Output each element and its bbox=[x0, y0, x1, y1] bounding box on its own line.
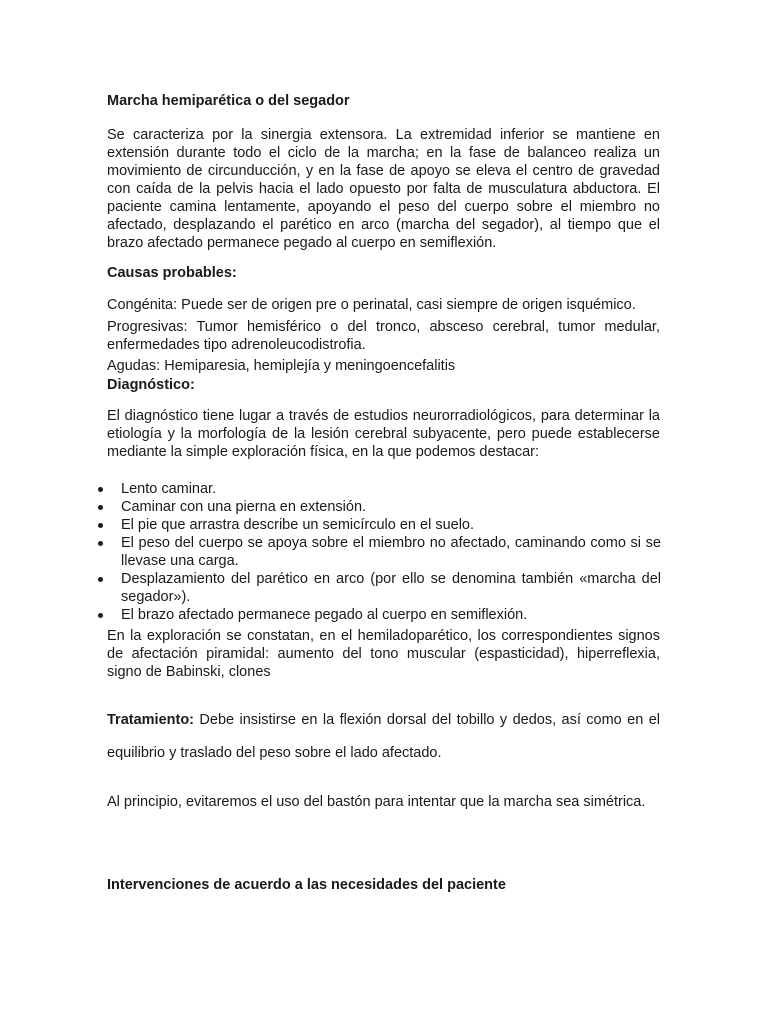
cause-progressive: Progresivas: Tumor hemisférico o del tronco, absceso cerebral, tumor medular, enfermedades tipo adrenoleucodistrofia. bbox=[107, 319, 660, 353]
list-item: Caminar con una pierna en extensión. bbox=[0, 498, 660, 516]
treatment-text: Debe insistirse en la flexión dorsal del tobillo y dedos, así como en el equilibrio y traslado del peso sobre el lado afectado. bbox=[107, 712, 660, 761]
bullet-icon bbox=[98, 505, 103, 510]
interventions-heading: Intervenciones de acuerdo a las necesidades del paciente bbox=[107, 877, 506, 893]
bullet-icon bbox=[98, 577, 103, 582]
cane-paragraph: Al principio, evitaremos el uso del bastón para intentar que la marcha sea simétrica. bbox=[107, 794, 646, 810]
list-item: Lento caminar. bbox=[0, 480, 660, 498]
list-item: Desplazamiento del parético en arco (por ello se denomina también «marcha del segador»). bbox=[0, 570, 660, 606]
diagnosis-paragraph: El diagnóstico tiene lugar a través de estudios neurorradiológicos, para determinar la etiología y la morfología de la lesión cerebral subyacente, pero puede establecerse mediante la simple exploración física, en la que podemos destacar: bbox=[107, 408, 660, 460]
exploration-paragraph: En la exploración se constatan, en el hemiladoparético, los correspondientes signos de afectación piramidal: aumento del tono muscular (espasticidad), hiperreflexia, signo de Babinski, clones bbox=[107, 628, 660, 680]
diagnosis-heading: Diagnóstico: bbox=[107, 377, 195, 393]
treatment-label: Tratamiento: bbox=[107, 712, 195, 728]
treatment-paragraph bbox=[107, 704, 660, 770]
diagnosis-bullet-list bbox=[0, 480, 660, 624]
bullet-icon bbox=[98, 613, 103, 618]
cause-acute: Agudas: Hemiparesia, hemiplejía y meningoencefalitis bbox=[107, 358, 456, 374]
list-item: El brazo afectado permanece pegado al cuerpo en semiflexión. bbox=[0, 606, 660, 624]
list-item: El pie que arrastra describe un semicírculo en el suelo. bbox=[0, 516, 660, 534]
causes-heading: Causas probables: bbox=[107, 265, 237, 281]
intro-paragraph: Se caracteriza por la sinergia extensora. La extremidad inferior se mantiene en extensión durante todo el ciclo de la marcha; en la fase de balanceo realiza un movimiento de circunducción, y en la fase de apoyo se eleva el centro de gravedad con caída de la pelvis hacia el lado opuesto por falta de musculatura abductora. El paciente camina lentamente, apoyando el peso del cuerpo sobre el miembro no afectado, desplazando el parético en arco (marcha del segador), al tiempo que el brazo afectado permanece pegado al cuerpo en semiflexión. bbox=[107, 127, 660, 251]
bullet-icon bbox=[98, 541, 103, 546]
list-item: El peso del cuerpo se apoya sobre el miembro no afectado, caminando como si se llevase una carga. bbox=[0, 534, 660, 570]
bullet-icon bbox=[98, 523, 103, 528]
cause-congenital: Congénita: Puede ser de origen pre o perinatal, casi siempre de origen isquémico. bbox=[107, 297, 636, 313]
bullet-icon bbox=[98, 487, 103, 492]
page-title: Marcha hemiparética o del segador bbox=[107, 93, 350, 109]
